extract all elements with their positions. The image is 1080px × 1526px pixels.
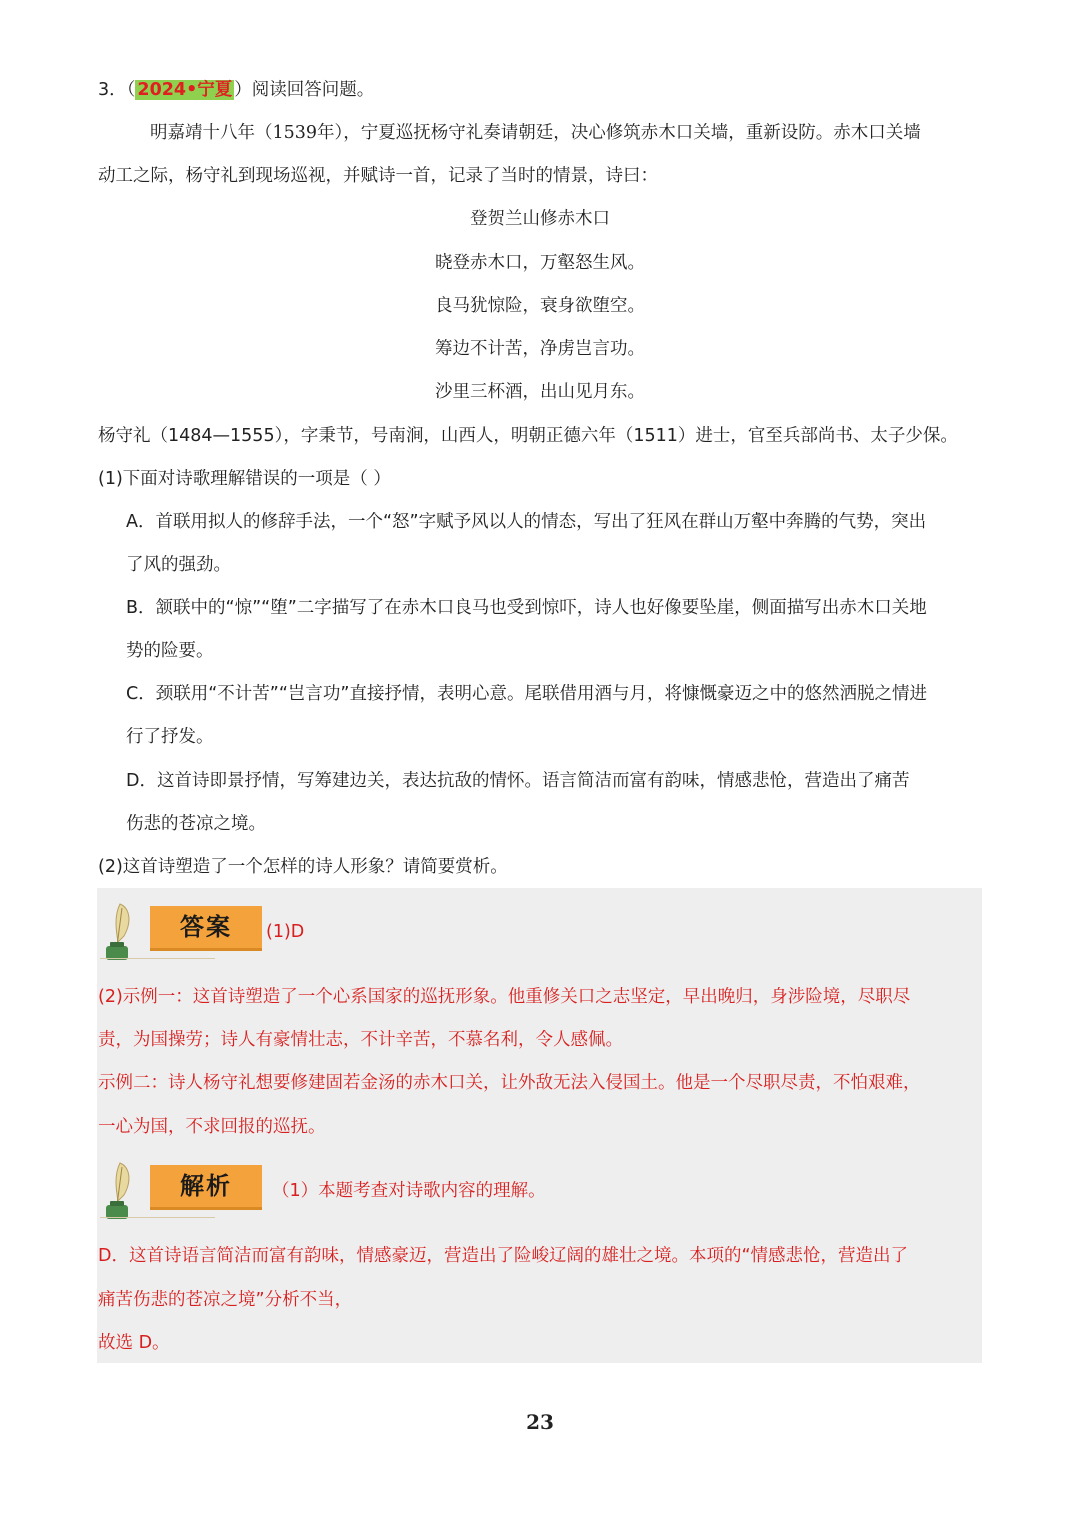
analysis-part-1: （1）本题考查对诗歌内容的理解。 [272, 1181, 546, 1201]
quill-ink-icon [100, 902, 136, 962]
analysis-line-1: D．这首诗语言简洁而富有韵味，情感豪迈，营造出了险峻辽阔的雄壮之境。本项的“情感悲怆，营造出了 [98, 1246, 909, 1266]
source-tag: 2024•宁夏 [137, 80, 233, 100]
question-heading: 3．（ 2024•宁夏 ）阅读回答问题。 [98, 80, 375, 100]
option-d-line-2: 伤悲的苍凉之境。 [126, 814, 266, 834]
option-a-line-1: A．首联用拟人的修辞手法，一个“怒”字赋予风以人的情态，写出了狂风在群山万壑中奔腾的气势，突出 [126, 512, 927, 532]
answer-part-2-line-2: 责，为国操劳；诗人有豪情壮志，不计辛苦，不慕名利，令人感佩。 [98, 1030, 623, 1050]
analysis-label: 解析 [150, 1165, 262, 1210]
option-d-line-1: D．这首诗即景抒情，写筹建边关，表达抗敌的情怀。语言简洁而富有韵味，情感悲怆，营造出了痛苦 [126, 771, 910, 791]
poem-line: 良马犹惊险，衰身欲堕空。 [435, 296, 645, 316]
sub-question-1: (1)下面对诗歌理解错误的一项是（ ） [98, 469, 391, 489]
answer-part-2-line-4: 一心为国，不求回报的巡抚。 [98, 1117, 326, 1137]
intro-line-2: 动工之际，杨守礼到现场巡视，并赋诗一首，记录了当时的情景，诗曰： [98, 166, 658, 186]
answer-label: 答案 [150, 906, 262, 951]
answer-part-2-line-1: (2)示例一：这首诗塑造了一个心系国家的巡抚形象。他重修关口之志坚定，早出晚归，身涉险境，尽职尽 [98, 987, 911, 1007]
answer-part-2-line-3: 示例二：诗人杨守礼想要修建固若金汤的赤木口关，让外敌无法入侵国土。他是一个尽职尽责，不怕艰难， [98, 1073, 921, 1093]
label-underline [100, 958, 215, 959]
analysis-line-2: 痛苦伤悲的苍凉之境”分析不当， [98, 1290, 353, 1310]
option-c-line-1: C．颈联用“不计苦”“岂言功”直接抒情，表明心意。尾联借用酒与月，将慷慨豪迈之中的悠然洒脱之情进 [126, 684, 927, 704]
option-b-line-1: B．颔联中的“惊”“堕”二字描写了在赤木口良马也受到惊吓，诗人也好像要坠崖，侧面描写出赤木口关地 [126, 598, 927, 618]
analysis-line-3: 故选 D。 [98, 1333, 170, 1353]
page-number: 23 [526, 1410, 554, 1434]
label-underline [100, 1217, 215, 1218]
poem-line: 沙里三杯酒，出山见月东。 [435, 382, 645, 402]
quill-ink-icon [100, 1161, 136, 1221]
option-c-line-2: 行了抒发。 [126, 727, 214, 747]
option-b-line-2: 势的险要。 [126, 641, 214, 661]
option-a-line-2: 了风的强劲。 [126, 555, 231, 575]
sub-question-2: (2)这首诗塑造了一个怎样的诗人形象？请简要赏析。 [98, 857, 508, 877]
author-note: 杨守礼（1484—1555），字秉节，号南涧，山西人，明朝正德六年（1511）进士，官至兵部尚书、太子少保。 [98, 426, 958, 446]
intro-line-1: 明嘉靖十八年（1539年），宁夏巡抚杨守礼奏请朝廷，决心修筑赤木口关墙，重新设防。赤木口关墙 [150, 123, 921, 143]
poem-line: 晓登赤木口，万壑怒生风。 [435, 253, 645, 273]
answer-part-1: (1)D [266, 922, 305, 942]
poem-title: 登贺兰山修赤木口 [470, 209, 610, 229]
poem-line: 筹边不计苦，净虏岂言功。 [435, 339, 645, 359]
